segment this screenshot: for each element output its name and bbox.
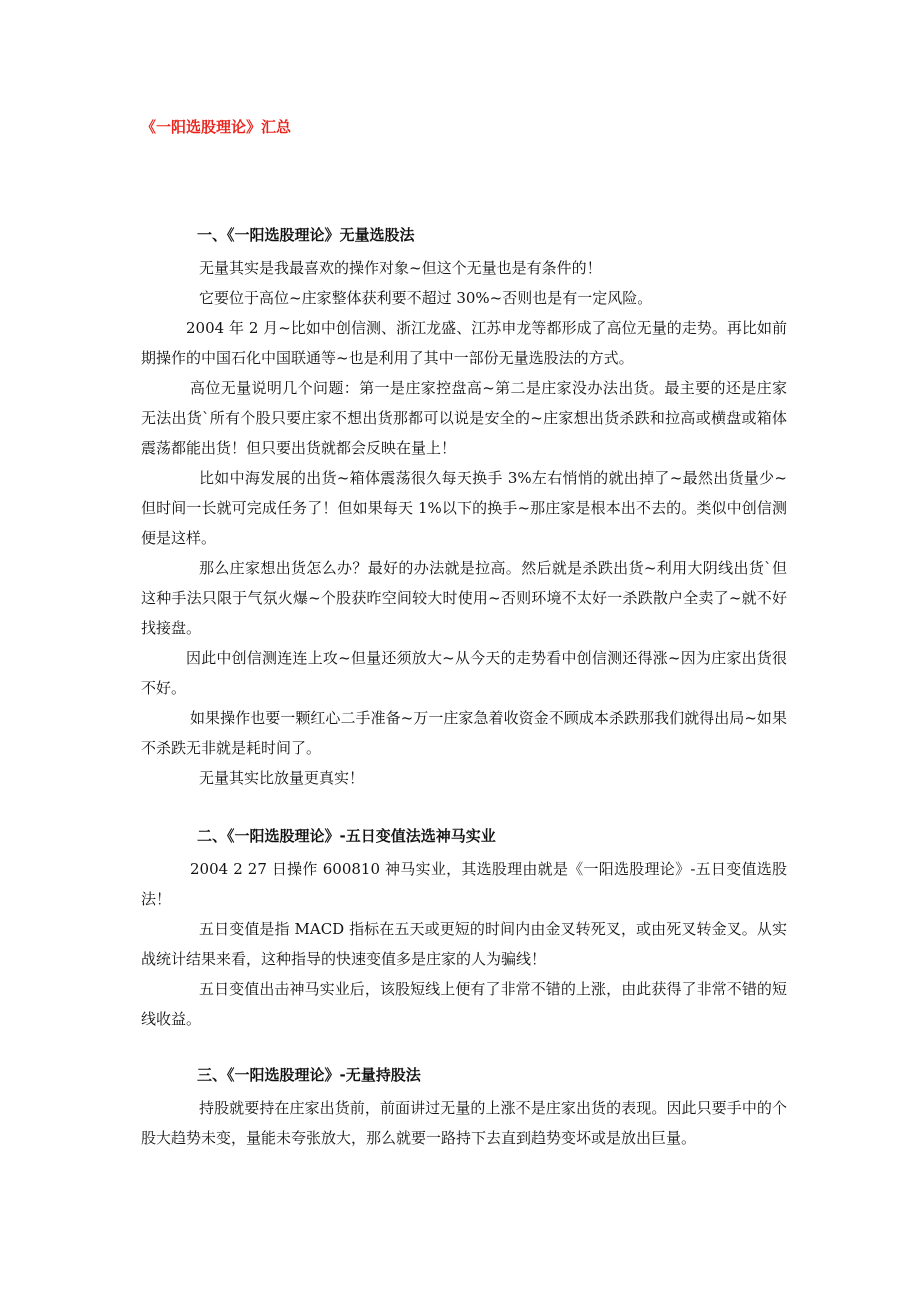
section-heading: 三、《一阳选股理论》-无量持股法 (197, 1066, 421, 1084)
section-spacer (141, 793, 787, 825)
section-2 (141, 825, 787, 1034)
paragraph: 那么庄家想出货怎么办？最好的办法就是拉高。然后就是杀跌出货~利用大阴线出货`但这种手法只限于气氛火爆~个股获昨空间较大时使用~否则环境不太好一杀跌散户全卖了~就不好找接盘。 (141, 559, 787, 637)
paragraph: 2004 年 2 月~比如中创信测、浙江龙盛、江苏申龙等都形成了高位无量的走势。再比如前期操作的中国石化中国联通等~也是利用了其中一部份无量选股法的方式。 (141, 319, 787, 367)
section-3 (141, 1064, 787, 1153)
section-heading: 一、《一阳选股理论》无量选股法 (197, 226, 415, 244)
paragraph: 它要位于高位~庄家整体获利要不超过 30%~否则也是有一定风险。 (199, 289, 653, 307)
paragraph: 无量其实是我最喜欢的操作对象~但这个无量也是有条件的！ (199, 259, 602, 277)
paragraph: 五日变值出击神马实业后，该股短线上便有了非常不错的上涨，由此获得了非常不错的短线收益。 (141, 980, 787, 1028)
paragraph: 因此中创信测连连上攻~但量还须放大~从今天的走势看中创信测还得涨~因为庄家出货很不好。 (141, 649, 787, 697)
paragraph: 持股就要持在庄家出货前，前面讲过无量的上涨不是庄家出货的表现。因此只要手中的个股大趋势未变，量能未夸张放大，那么就要一路持下去直到趋势变坏或是放出巨量。 (141, 1099, 787, 1147)
paragraph: 如果操作也要一颗红心二手准备~万一庄家急着收资金不顾成本杀跌那我们就得出局~如果不杀跌无非就是耗时间了。 (141, 709, 787, 757)
section-1 (141, 224, 787, 793)
paragraph: 比如中海发展的出货~箱体震荡很久每天换手 3%左右悄悄的就出掉了~最然出货量少~但时间一长就可完成任务了！但如果每天 1%以下的换手~那庄家是根本出不去的。类似中创信测便是这样。 (141, 469, 787, 547)
paragraph: 2004 2 27 日操作 600810 神马实业，其选股理由就是《一阳选股理论》-五日变值选股法！ (141, 860, 787, 908)
section-heading: 二、《一阳选股理论》-五日变值法选神马实业 (197, 827, 496, 845)
section-spacer (141, 1034, 787, 1064)
paragraph: 五日变值是指 MACD 指标在五天或更短的时间内由金叉转死叉，或由死叉转金叉。从实战统计结果来看，这种指导的快速变值多是庄家的人为骗线！ (141, 920, 787, 968)
document-body (141, 224, 787, 1153)
paragraph: 无量其实比放量更真实！ (199, 769, 365, 787)
document-title: 《一阳选股理论》汇总 (141, 118, 292, 136)
paragraph: 高位无量说明几个问题：第一是庄家控盘高~第二是庄家没办法出货。最主要的还是庄家无法出货`所有个股只要庄家不想出货那都可以说是安全的~庄家想出货杀跌和拉高或横盘或箱体震荡都能出货！但只要出货就都会反映在量上！ (141, 379, 787, 457)
